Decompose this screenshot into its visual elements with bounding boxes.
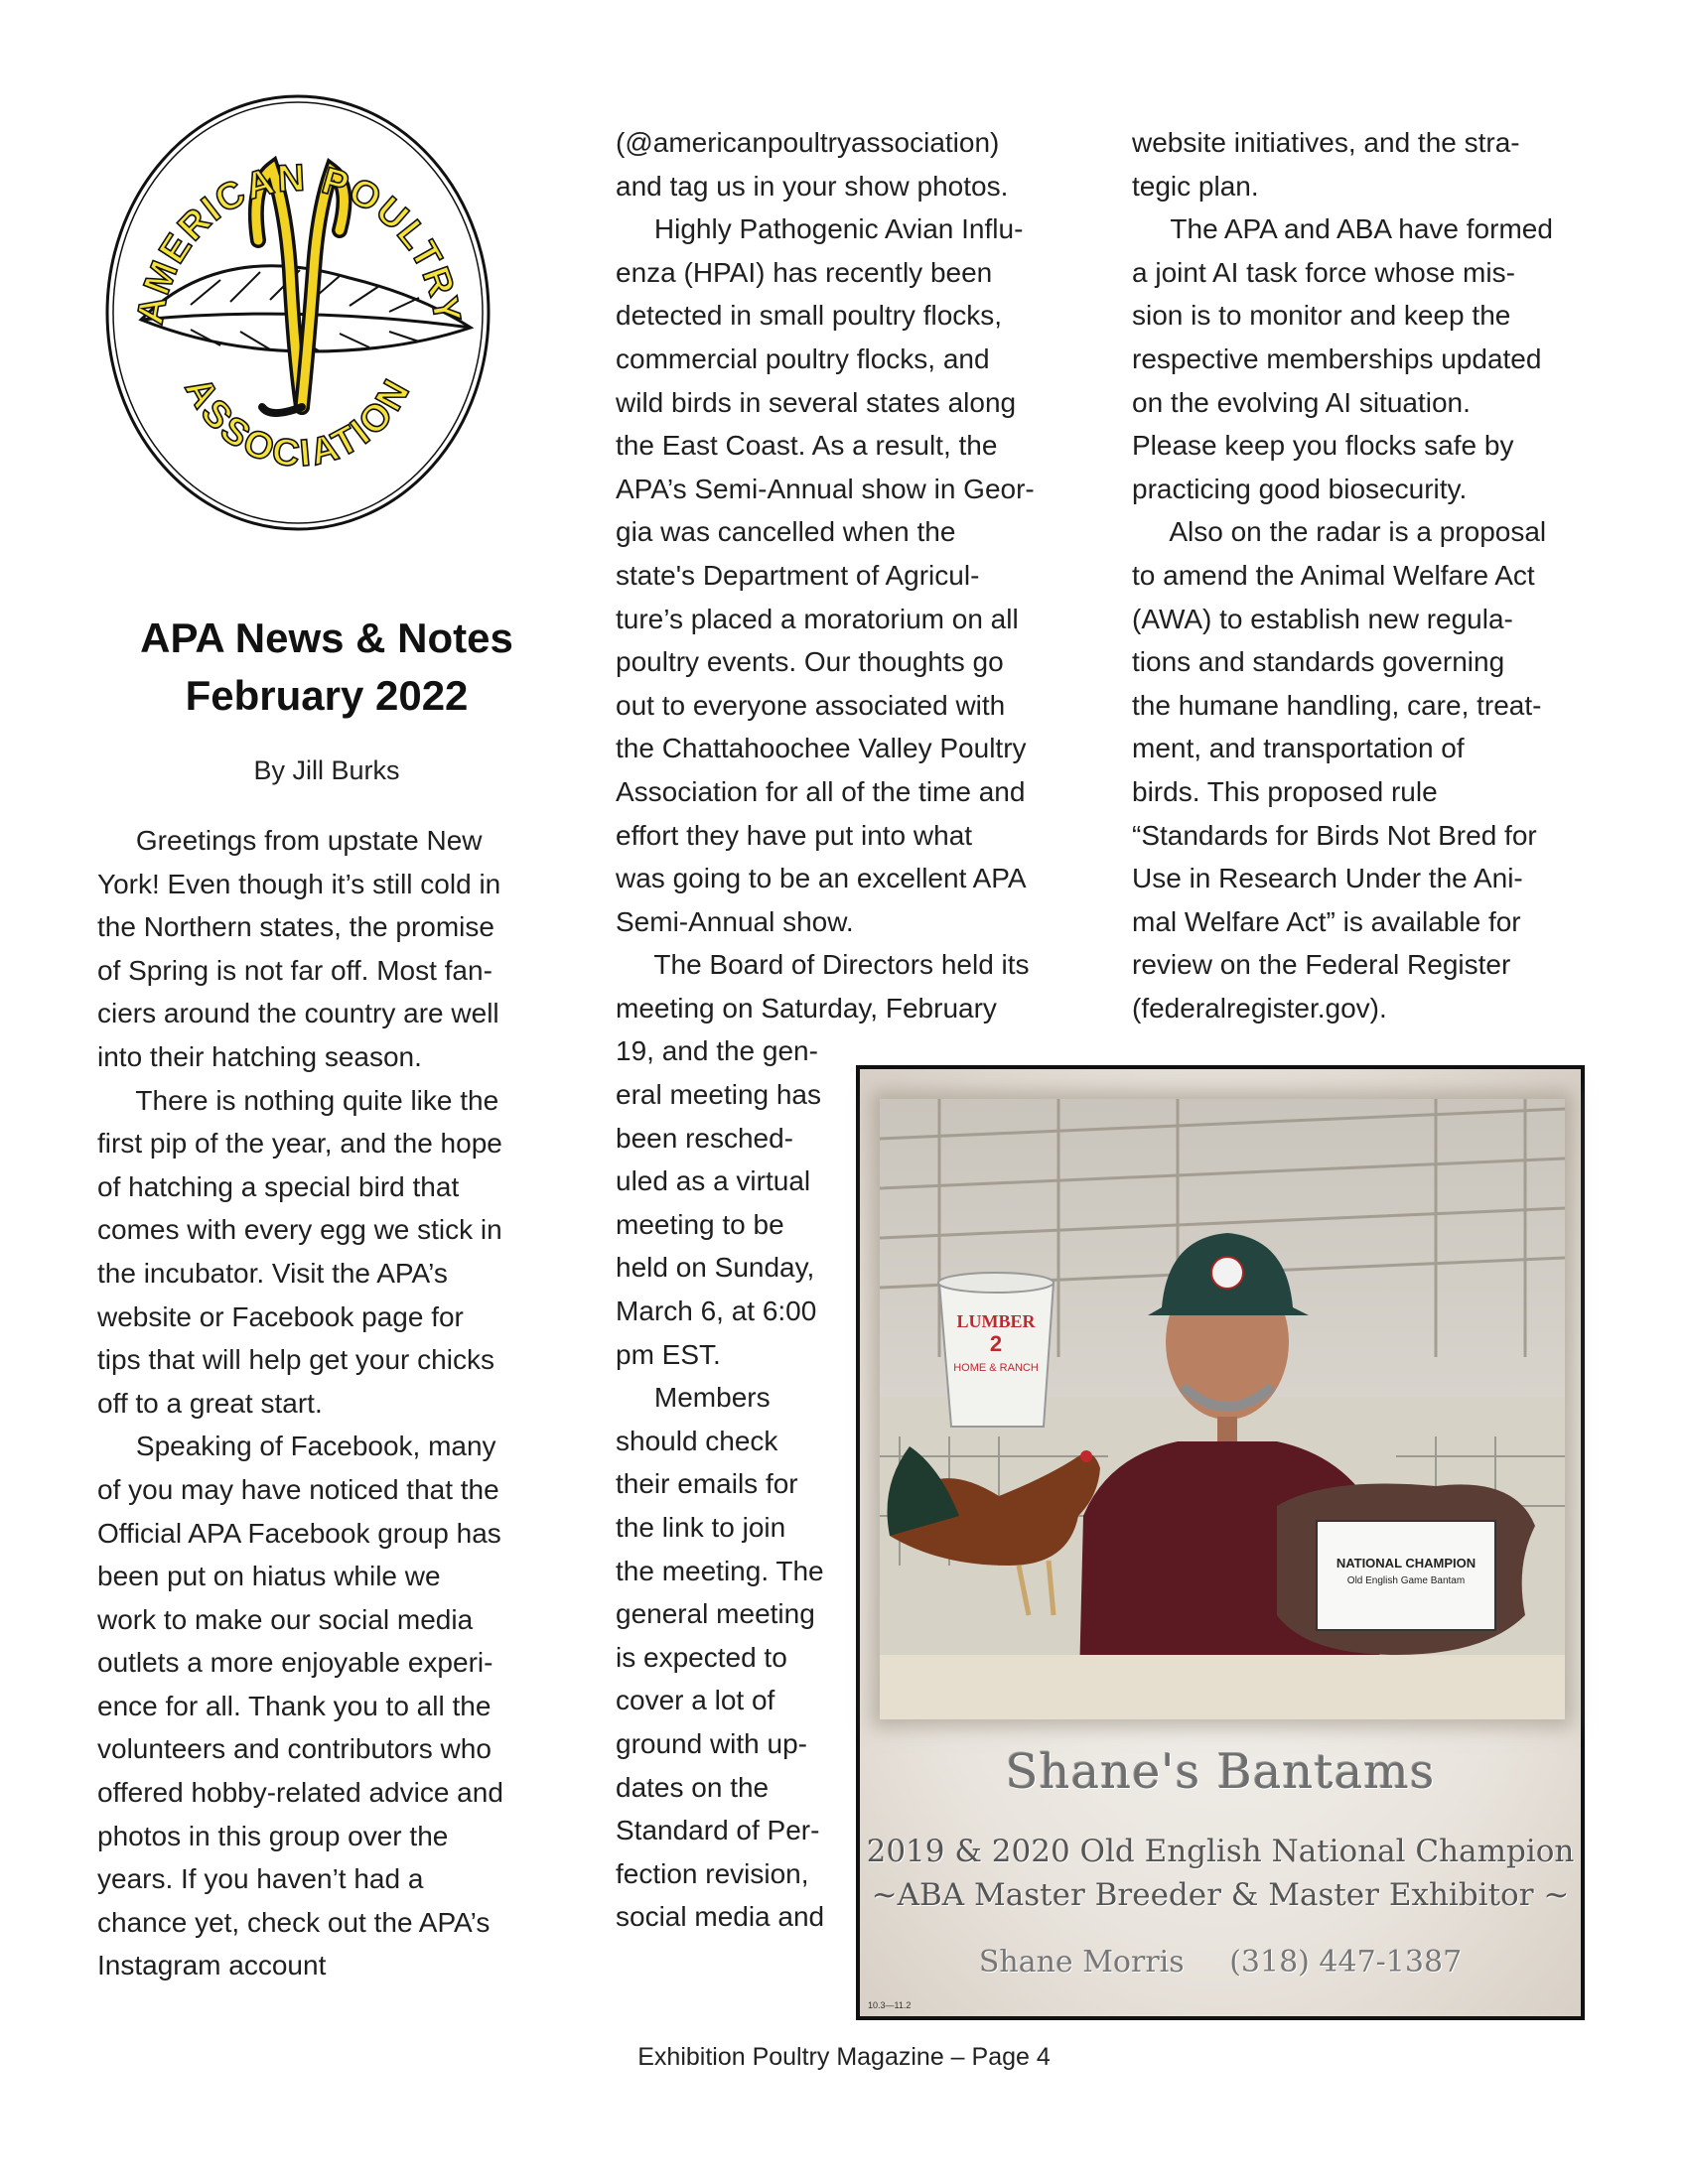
text-line: the meeting. The [616,1555,824,1586]
text-line: Official APA Facebook group has [97,1517,501,1549]
text-line: ment, and transportation of [1132,733,1465,764]
ad-contact-phone: (318) 447-1387 [1229,1945,1463,1979]
text-line: mal Welfare Act” is available for [1132,905,1521,937]
logo-bottom-text: ASSOCIATION [176,370,420,477]
text-line: into their hatching season. [97,1040,422,1072]
text-line: website or Facebook page for [97,1300,464,1332]
text-line: dates on the [616,1771,770,1803]
ad-photo-scene [880,1099,1565,1719]
text-line: years. If you haven’t had a [97,1863,424,1895]
text-line: the link to join [616,1512,786,1543]
text-line: to amend the Animal Welfare Act [1132,559,1535,591]
text-line: the East Coast. As a result, the [616,430,998,462]
apa-logo [101,91,494,534]
text-line: ture’s placed a moratorium on all [616,603,1019,634]
text-line: been resched- [616,1122,794,1154]
text-line: social media and [616,1901,825,1933]
ad-code: 10.3—11.2 [868,2000,912,2010]
text-line: Greetings from upstate New [97,825,483,856]
text-line: the Northern states, the promise [97,911,494,943]
text-line: been put on hiatus while we [97,1561,441,1592]
ad-title: Shane's Bantams [1005,1744,1436,1800]
text-line: and tag us in your show photos. [616,170,1009,202]
text-line: held on Sunday, [616,1252,815,1284]
text-line: out to everyone associated with [616,689,1006,721]
page-footer: Exhibition Poultry Magazine – Page 4 [637,2043,1051,2071]
text-line: (AWA) to establish new regula- [1132,603,1513,634]
text-line: Standard of Per- [616,1815,820,1846]
text-line: The Board of Directors held its [616,949,1030,981]
text-line: ence for all. Thank you to all the [97,1690,492,1721]
text-line: ciers around the country are well [97,998,499,1029]
text-line: first pip of the year, and the hope [97,1128,502,1160]
text-line: There is nothing quite like the [97,1084,499,1116]
ad-contact-name: Shane Morris [978,1945,1185,1979]
text-line: enza (HPAI) has recently been [616,256,993,288]
text-line: March 6, at 6:00 [616,1296,817,1327]
text-line: tips that will help get your chicks [97,1344,494,1376]
text-line: (@americanpoultryassociation) [616,127,1000,158]
text-line: pm EST. [616,1338,721,1370]
text-line: a joint AI task force whose mis- [1132,256,1515,288]
text-line: tions and standards governing [1132,646,1505,678]
text-line: general meeting [616,1598,815,1630]
text-line: Semi-Annual show. [616,905,854,937]
text-line: work to make our social media [97,1603,474,1635]
text-line: the humane handling, care, treat- [1132,689,1542,721]
text-line: review on the Federal Register [1132,949,1511,981]
text-line: of you may have noticed that the [97,1473,499,1505]
shanes-bantams-ad [856,1065,1585,2020]
ad-contact [860,1945,1581,1979]
text-line: Instagram account [97,1950,327,1981]
text-line: their emails for [616,1468,798,1500]
text-line: Association for all of the time and [616,775,1026,807]
text-line: Speaking of Facebook, many [97,1431,496,1462]
plaque-subtitle: Old English Game Bantam [1346,1575,1466,1586]
article-column-3 [1132,121,1599,1029]
article-title-line2: February 2022 [185,672,469,719]
text-line: sion is to monitor and keep the [1132,300,1511,332]
text-line: is expected to [616,1641,787,1673]
text-line: birds. This proposed rule [1132,775,1438,807]
text-line: poultry events. Our thoughts go [616,646,1004,678]
plaque-title: NATIONAL CHAMPION [1336,1556,1477,1570]
text-line: website initiatives, and the stra- [1132,127,1520,158]
bucket-brand-line3: HOME & RANCH [953,1362,1039,1374]
text-line: respective memberships updated [1132,342,1542,374]
apa-logo-graphic [101,91,494,534]
text-line: York! Even though it’s still cold in [97,868,501,899]
article-title-line1: APA News & Notes [140,614,513,661]
text-line: gia was cancelled when the [616,516,956,548]
text-line: comes with every egg we stick in [97,1214,502,1246]
text-line: off to a great start. [97,1387,323,1419]
text-line: the Chattahoochee Valley Poultry [616,733,1027,764]
text-line: APA’s Semi-Annual show in Geor- [616,473,1035,504]
text-line: outlets a more enjoyable experi- [97,1647,493,1679]
text-line: Also on the radar is a proposal [1132,516,1547,548]
text-line: Please keep you flocks safe by [1132,430,1514,462]
text-line: Use in Research Under the Ani- [1132,863,1523,894]
text-line: the incubator. Visit the APA’s [97,1257,448,1289]
text-line: uled as a virtual [616,1165,811,1197]
text-line: detected in small poultry flocks, [616,300,1003,332]
text-line: was going to be an excellent APA [616,863,1027,894]
text-line: offered hobby-related advice and [97,1777,503,1809]
byline: By Jill Burks [253,755,400,785]
lumber-bucket [938,1273,1054,1427]
text-line: photos in this group over the [97,1820,449,1851]
champion-plaque [1277,1484,1535,1656]
text-line: fection revision, [616,1857,809,1889]
text-line: of hatching a special bird that [97,1170,460,1202]
text-line: tegic plan. [1132,170,1259,202]
text-line: commercial poultry flocks, and [616,342,990,374]
text-line: of Spring is not far off. Most fan- [97,954,492,986]
ad-photo [880,1099,1565,1719]
text-line: eral meeting has [616,1079,822,1111]
text-line: ground with up- [616,1727,808,1759]
bucket-brand-line1: LUMBER [956,1311,1036,1331]
bucket-brand-line2: 2 [989,1331,1003,1356]
text-line: practicing good biosecurity. [1132,473,1468,504]
text-line: meeting on Saturday, February [616,992,997,1024]
ad-line-2: ~ABA Master Breeder & Master Exhibitor ~ [871,1877,1570,1913]
text-line: should check [616,1425,778,1456]
text-line: state's Department of Agricul- [616,559,980,591]
text-line: 19, and the gen- [616,1035,818,1067]
text-line: Members [616,1382,771,1414]
text-line: cover a lot of [616,1685,775,1716]
text-line: effort they have put into what [616,819,973,851]
text-line: Highly Pathogenic Avian Influ- [616,213,1024,245]
text-line: chance yet, check out the APA’s [97,1906,491,1938]
logo-top-text: AMERICAN POULTRY [129,157,469,328]
text-line: The APA and ABA have formed [1132,213,1553,245]
text-line: “Standards for Birds Not Bred for [1132,819,1537,851]
article-title [101,610,552,725]
text-line: volunteers and contributors who [97,1733,492,1765]
text-line: wild birds in several states along [616,386,1017,418]
ad-line-1: 2019 & 2020 Old English National Champion [866,1834,1575,1869]
text-line: on the evolving AI situation. [1132,386,1471,418]
text-line: meeting to be [616,1208,784,1240]
text-line: (federalregister.gov). [1132,992,1387,1024]
article-column-1 [97,819,564,1987]
